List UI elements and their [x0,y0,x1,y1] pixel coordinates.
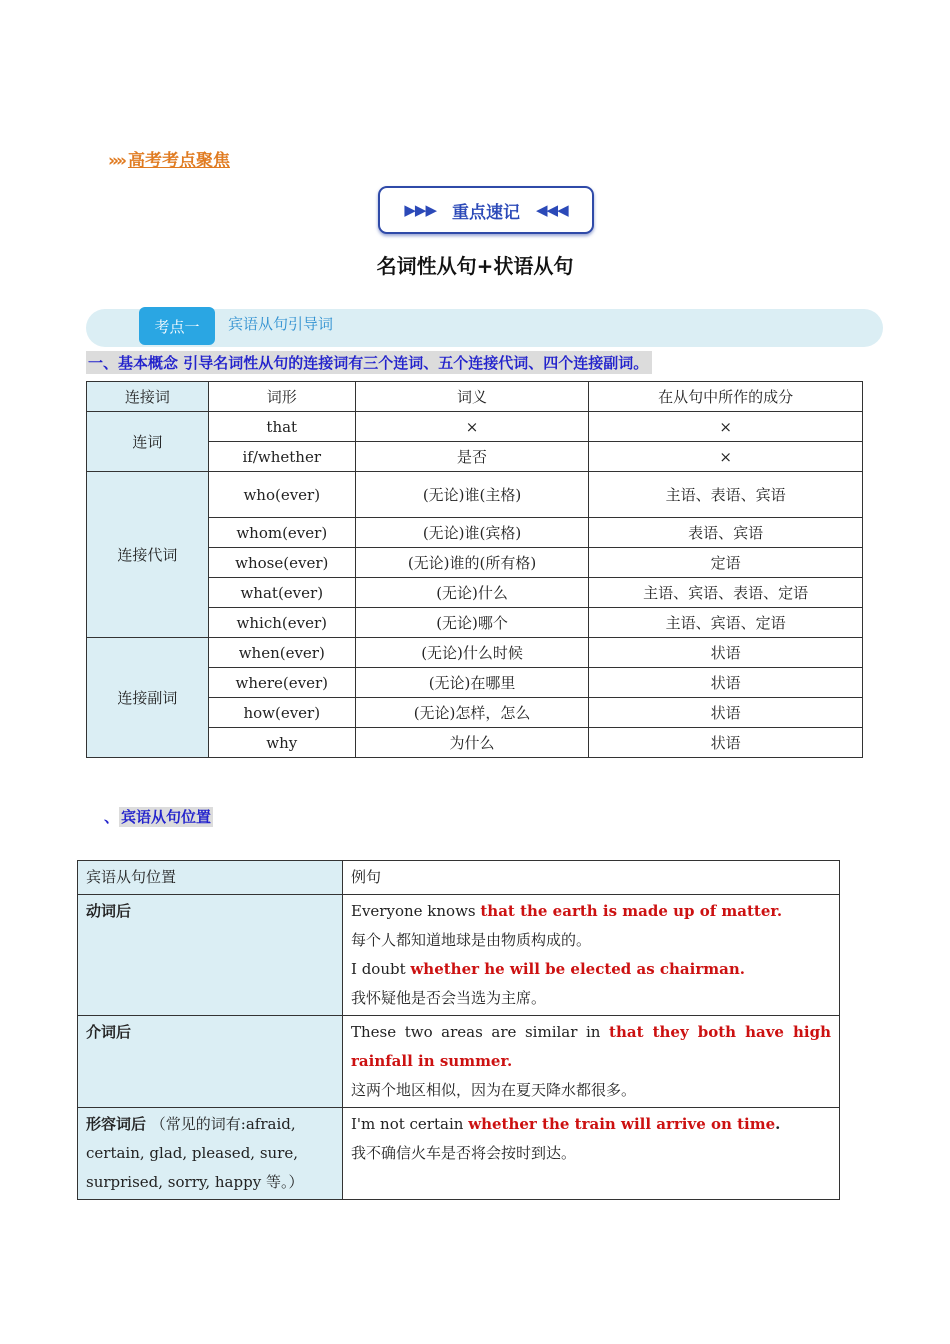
meaning-cell: 为什么 [355,728,589,758]
role-cell: 状语 [589,668,863,698]
focus-heading-text: 高考考点聚焦 [127,151,230,171]
form-cell: where(ever) [208,668,355,698]
form-cell: what(ever) [208,578,355,608]
role-cell: 表语、宾语 [589,518,863,548]
example-clause: whether the train will arrive on time [468,1115,776,1133]
meaning-cell: × [355,412,589,442]
meaning-cell: (无论)什么 [355,578,589,608]
position-cell: 介词后 [78,1016,343,1108]
example-translation: 这两个地区相似，因为在夏天降水都很多。 [351,1081,637,1099]
table-header-row [87,382,863,412]
form-cell: who(ever) [208,472,355,518]
meaning-cell: (无论)在哪里 [355,668,589,698]
example-text: These two areas are similar in [351,1023,610,1041]
section-heading-basic-concept: 一、基本概念 引导名词性从句的连接词有三个连词、五个连接代词、四个连接副词。 [86,351,652,374]
form-cell: that [208,412,355,442]
example-sentence [351,955,831,984]
example-text: I'm not certain [351,1115,469,1133]
form-cell: whom(ever) [208,518,355,548]
section-prefix: 、 [104,808,120,826]
focus-heading [108,146,230,171]
header-cell: 词形 [208,382,355,412]
form-cell: why [208,728,355,758]
role-cell: × [589,442,863,472]
form-cell: if/whether [208,442,355,472]
position-cell [78,1108,343,1200]
role-cell: 主语、宾语、表语、定语 [589,578,863,608]
example-text: I doubt [351,960,411,978]
topic-title: 宾语从句引导词 [228,315,334,333]
example-cell [343,1108,840,1200]
form-cell: when(ever) [208,638,355,668]
group-cell: 连词 [87,412,209,472]
page-title: 名词性从句+状语从句 [376,254,574,278]
position-note: （常见的词有:afraid, certain, glad, pleased, sure, surprised, sorry, happy 等。） [86,1115,304,1191]
role-cell: × [589,412,863,442]
position-cell: 动词后 [78,895,343,1016]
badge-label: 重点速记 [452,202,520,223]
meaning-cell: (无论)怎样，怎么 [355,698,589,728]
example-cell [343,1016,840,1108]
meaning-cell: (无论)什么时候 [355,638,589,668]
topic-tag: 考点一 [139,307,215,345]
table-row [78,1108,840,1200]
example-clause: that they both have high rainfall in summer. [351,1023,831,1070]
role-cell: 状语 [589,638,863,668]
example-translation: 每个人都知道地球是由物质构成的。 [351,931,592,949]
meaning-cell: (无论)谁(宾格) [355,518,589,548]
table-row [87,638,863,668]
example-text: Everyone knows [351,902,481,920]
header-cell: 在从句中所作的成分 [589,382,863,412]
group-cell: 连接副词 [87,638,209,758]
key-points-badge [378,186,594,234]
header-cell: 宾语从句位置 [78,861,343,895]
object-clause-position-table [77,860,840,1200]
role-cell: 定语 [589,548,863,578]
position-label: 形容词后 [86,1115,147,1133]
example-clause: that the earth is made up of matter. [480,902,783,920]
section-heading-position [104,806,213,827]
left-arrows-icon: ◀◀◀ [536,201,568,219]
role-cell: 主语、表语、宾语 [589,472,863,518]
table-row [87,412,863,442]
table-row [78,1016,840,1108]
meaning-cell: 是否 [355,442,589,472]
form-cell: how(ever) [208,698,355,728]
meaning-cell: (无论)谁的(所有格) [355,548,589,578]
example-sentence [351,897,831,926]
role-cell: 状语 [589,698,863,728]
header-cell: 例句 [343,861,840,895]
table-row [87,472,863,518]
connectives-table [86,381,863,758]
example-sentence [351,1018,831,1076]
header-cell: 词义 [355,382,589,412]
table-row [78,895,840,1016]
form-cell: which(ever) [208,608,355,638]
form-cell: whose(ever) [208,548,355,578]
example-clause: whether he will be elected as chairman. [410,960,745,978]
double-chevron-icon: »» [108,151,124,171]
example-translation: 我不确信火车是否将会按时到达。 [351,1144,577,1162]
example-translation: 我怀疑他是否会当选为主席。 [351,989,547,1007]
meaning-cell: (无论)哪个 [355,608,589,638]
meaning-cell: (无论)谁(主格) [355,472,589,518]
table-header-row [78,861,840,895]
section-title: 宾语从句位置 [121,808,212,826]
role-cell: 主语、宾语、定语 [589,608,863,638]
right-arrows-icon: ▶▶▶ [404,201,436,219]
group-cell: 连接代词 [87,472,209,638]
example-sentence [351,1110,831,1139]
role-cell: 状语 [589,728,863,758]
header-cell: 连接词 [87,382,209,412]
example-punct: . [775,1115,781,1133]
example-cell [343,895,840,1016]
